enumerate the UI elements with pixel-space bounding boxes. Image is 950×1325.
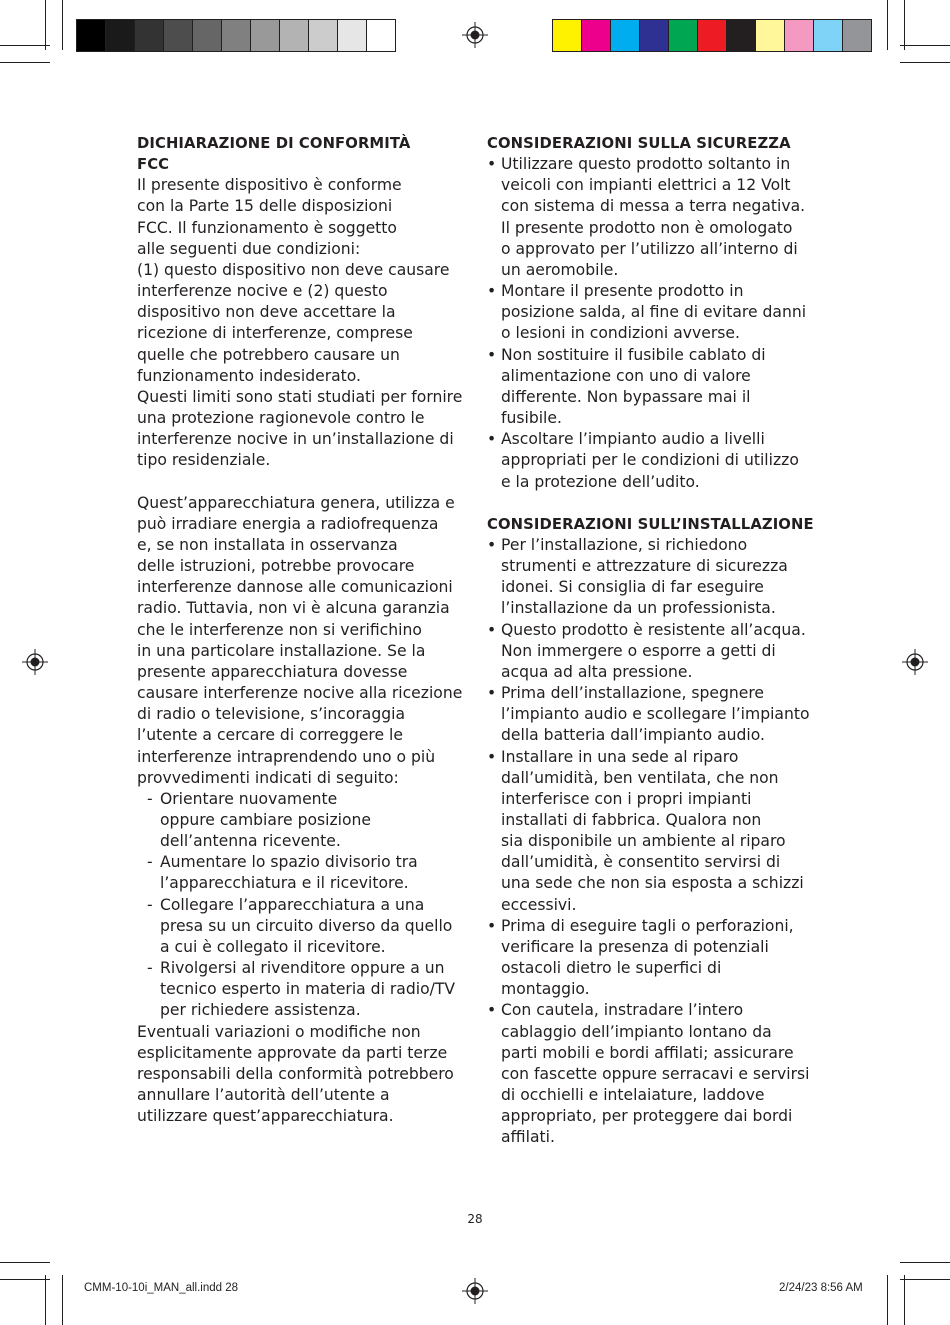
safety-heading: CONSIDERAZIONI SULLA SICUREZZA [487, 135, 791, 152]
color-swatch [582, 20, 611, 51]
text-line: veicoli con impianti elettrici a 12 Volt [501, 176, 791, 195]
text-line: FCC. Il funzionamento è soggetto [137, 218, 397, 237]
dash-marker: - [147, 853, 153, 872]
color-swatch [338, 20, 367, 51]
text-line: Non immergere o esporre a getti di [501, 641, 776, 660]
text-line: a cui è collegato il ricevitore. [160, 937, 386, 956]
text-line: Con cautela, instradare l’intero [501, 1001, 744, 1020]
text-line: un aeromobile. [501, 260, 619, 279]
crop-mark [62, 0, 63, 50]
text-line: interferisce con i propri impianti [501, 789, 752, 808]
text-line: interferenze nocive in un’installazione di [137, 430, 454, 449]
color-swatch [251, 20, 280, 51]
text-line: dispositivo non deve accettare la [137, 303, 396, 322]
text-line: Prima dell’installazione, spegnere [501, 684, 765, 703]
text-line: Utilizzare questo prodotto soltanto in [501, 155, 791, 174]
text-line: radio. Tuttavia, non vi è alcuna garanzia [137, 599, 450, 618]
color-swatch [611, 20, 640, 51]
text-line: annullare l’autorità dell’utente a [137, 1086, 390, 1105]
text-line: sia disponibile un ambiente al riparo [501, 832, 786, 851]
bullet-marker: • [487, 684, 497, 703]
text-line: appropriato, per proteggere dai bordi [501, 1107, 793, 1126]
dash-marker: - [147, 895, 153, 914]
text-line: cablaggio dell’impianto lontano da [501, 1022, 772, 1041]
crop-mark [0, 45, 50, 46]
text-line: presente apparecchiatura dovesse [137, 662, 408, 681]
text-line: alle seguenti due condizioni: [137, 239, 361, 258]
text-line: Rivolgersi al rivenditore oppure a un [160, 959, 445, 978]
safety-list [487, 154, 819, 493]
text-line: o lesioni in condizioni avverse. [501, 324, 740, 343]
crop-mark [0, 62, 50, 63]
list-item [487, 535, 819, 620]
bullet-marker: • [487, 535, 497, 554]
registration-mark-icon [462, 22, 488, 48]
text-line: Questi limiti sono stati studiati per fornire [137, 387, 463, 406]
bullet-marker: • [487, 430, 497, 449]
color-swatch [309, 20, 338, 51]
text-line: l’impianto audio e scollegare l’impianto [501, 705, 810, 724]
text-line: può irradiare energia a radiofrequenza [137, 514, 439, 533]
heading-line: FCC [137, 156, 170, 174]
text-line: Ascoltare l’impianto audio a livelli [501, 430, 765, 449]
list-item [487, 747, 819, 916]
text-line: della batteria dall’impianto audio. [501, 726, 765, 745]
grayscale-color-bar [76, 19, 396, 52]
color-swatch [698, 20, 727, 51]
crop-mark [904, 0, 905, 50]
text-line: dell’antenna ricevente. [160, 832, 341, 851]
color-swatch [814, 20, 843, 51]
text-line: di occhielli e intelaiature, laddove [501, 1086, 765, 1105]
fcc-paragraph-2 [137, 493, 467, 789]
color-swatch [553, 20, 582, 51]
text-line: fusibile. [501, 409, 562, 428]
text-line: utilizzare quest’apparecchiatura. [137, 1107, 394, 1126]
crop-mark [900, 62, 950, 63]
text-line: Per l’installazione, si richiedono [501, 535, 748, 554]
text-line: presa su un circuito diverso da quello [160, 916, 453, 935]
text-line: Eventuali variazioni o modifiche non [137, 1022, 421, 1041]
remedy-list [137, 789, 467, 1022]
text-line: tecnico esperto in materia di radio/TV [160, 980, 456, 999]
text-line: ricezione di interferenze, comprese [137, 324, 413, 343]
bullet-marker: • [487, 620, 497, 639]
list-item [137, 958, 467, 1021]
text-line: acqua ad alta pressione. [501, 662, 693, 681]
installation-heading: CONSIDERAZIONI SULL’INSTALLAZIONE [487, 515, 814, 533]
text-line: di radio o televisione, s’incoraggia [137, 705, 406, 724]
list-item [487, 683, 819, 746]
bullet-marker: • [487, 282, 497, 301]
registration-mark-icon [462, 1278, 488, 1304]
color-swatch [77, 20, 106, 51]
registration-mark-icon [902, 649, 928, 675]
crop-mark [0, 1279, 50, 1280]
list-item [487, 154, 819, 281]
text-line: responsabili della conformità potrebbero [137, 1064, 454, 1083]
text-line: interferenze dannose alle comunicazioni [137, 578, 453, 597]
text-line: Il presente prodotto non è omologato [501, 218, 793, 237]
color-swatch [640, 20, 669, 51]
color-swatch [785, 20, 814, 51]
installation-list [487, 535, 819, 1149]
text-line: Non sostituire il fusibile cablato di [501, 345, 766, 364]
text-line: l’utente a cercare di correggere le [137, 726, 403, 745]
color-swatch [280, 20, 309, 51]
text-line: (1) questo dispositivo non deve causare [137, 260, 450, 279]
crop-mark [904, 1275, 905, 1325]
crop-mark [45, 1275, 46, 1325]
text-line: alimentazione con uno di valore [501, 366, 751, 385]
crop-mark [887, 1275, 888, 1325]
slug-file-info: CMM-10-10i_MAN_all.indd 28 [84, 1282, 239, 1294]
fcc-heading [137, 133, 467, 175]
dash-marker: - [147, 959, 153, 978]
text-line: dall’umidità, ben ventilata, che non [501, 768, 779, 787]
text-line: Orientare nuovamente [160, 789, 338, 808]
text-line: tipo residenziale. [137, 451, 271, 470]
text-line: ostacoli dietro le superfici di [501, 959, 722, 978]
fcc-declaration-column [137, 133, 467, 1127]
list-item [487, 281, 819, 344]
text-line: esplicitamente approvate da parti terze [137, 1043, 448, 1062]
text-line: Il presente dispositivo è conforme [137, 176, 402, 195]
list-item [137, 895, 467, 958]
text-line: interferenze intraprendendo uno o più [137, 747, 436, 766]
fcc-paragraph-3 [137, 1022, 467, 1128]
fcc-paragraph-1 [137, 175, 467, 471]
text-line: funzionamento indesiderato. [137, 366, 361, 385]
text-line: una protezione ragionevole contro le [137, 409, 425, 428]
text-line: installati di fabbrica. Qualora non [501, 810, 762, 829]
color-swatch [727, 20, 756, 51]
bullet-marker: • [487, 155, 497, 174]
text-line: posizione salda, al fine di evitare danni [501, 303, 807, 322]
color-swatch [135, 20, 164, 51]
text-line: strumenti e attrezzature di sicurezza [501, 557, 788, 576]
text-line: affilati. [501, 1128, 555, 1147]
color-swatch [669, 20, 698, 51]
crop-mark [0, 1262, 50, 1263]
text-line: l’apparecchiatura e il ricevitore. [160, 874, 409, 893]
text-line: in una particolare installazione. Se la [137, 641, 426, 660]
color-swatch [193, 20, 222, 51]
text-line: Aumentare lo spazio divisorio tra [160, 853, 418, 872]
list-item [487, 620, 819, 683]
text-line: che le interferenze non si verifichino [137, 620, 422, 639]
text-line: con sistema di messa a terra negativa. [501, 197, 806, 216]
text-line: interferenze nocive e (2) questo [137, 282, 388, 301]
text-line: provvedimenti indicati di seguito: [137, 768, 399, 787]
registration-mark-icon [22, 649, 48, 675]
text-line: con fascette oppure serracavi e servirsi [501, 1064, 810, 1083]
bullet-marker: • [487, 916, 497, 935]
text-line: Prima di eseguire tagli o perforazioni, [501, 916, 794, 935]
crop-mark [900, 1279, 950, 1280]
text-line: per richiedere assistenza. [160, 1001, 361, 1020]
text-line: l’installazione da un professionista. [501, 599, 776, 618]
list-item [487, 916, 819, 1001]
crop-mark [900, 45, 950, 46]
page-number: 28 [467, 1212, 483, 1226]
text-line: delle istruzioni, potrebbe provocare [137, 557, 415, 576]
color-swatch [843, 20, 871, 51]
text-line: oppure cambiare posizione [160, 810, 371, 829]
process-color-bar [552, 19, 872, 52]
text-line: una sede che non sia esposta a schizzi [501, 874, 804, 893]
text-line: idonei. Si consiglia di far eseguire [501, 578, 764, 597]
paragraph-spacer [487, 493, 819, 514]
text-line: Montare il presente prodotto in [501, 282, 744, 301]
list-item [137, 789, 467, 852]
list-item [487, 1000, 819, 1148]
list-item [487, 429, 819, 492]
text-line: causare interferenze nocive alla ricezione [137, 684, 463, 703]
bullet-marker: • [487, 1001, 497, 1020]
color-swatch [106, 20, 135, 51]
crop-mark [45, 0, 46, 50]
dash-marker: - [147, 789, 153, 808]
color-swatch [367, 20, 395, 51]
list-item [137, 852, 467, 894]
text-line: differente. Non bypassare mai il [501, 387, 751, 406]
text-line: Quest’apparecchiatura genera, utilizza e [137, 493, 455, 512]
text-line: Installare in una sede al riparo [501, 747, 739, 766]
text-line: dall’umidità, è consentito servirsi di [501, 853, 781, 872]
text-line: e la protezione dell’udito. [501, 472, 700, 491]
crop-mark [900, 1262, 950, 1263]
text-line: con la Parte 15 delle disposizioni [137, 197, 393, 216]
slug-date-info: 2/24/23 8:56 AM [779, 1282, 863, 1294]
paragraph-spacer [137, 472, 467, 493]
text-line: e, se non installata in osservanza [137, 535, 398, 554]
text-line: appropriati per le condizioni di utilizzo [501, 451, 799, 470]
safety-installation-column [487, 133, 819, 1148]
text-line: quelle che potrebbero causare un [137, 345, 400, 364]
text-line: Questo prodotto è resistente all’acqua. [501, 620, 806, 639]
text-line: Collegare l’apparecchiatura a una [160, 895, 425, 914]
heading-line: DICHIARAZIONE DI CONFORMITÀ [137, 135, 411, 152]
color-swatch [756, 20, 785, 51]
list-item [487, 345, 819, 430]
text-line: montaggio. [501, 980, 590, 999]
text-line: parti mobili e bordi affilati; assicurare [501, 1043, 794, 1062]
text-line: eccessivi. [501, 895, 577, 914]
bullet-marker: • [487, 747, 497, 766]
text-line: o approvato per l’utilizzo all’interno di [501, 239, 798, 258]
crop-mark [887, 0, 888, 50]
text-line: verificare la presenza di potenziali [501, 937, 769, 956]
color-swatch [222, 20, 251, 51]
crop-mark [62, 1275, 63, 1325]
bullet-marker: • [487, 345, 497, 364]
color-swatch [164, 20, 193, 51]
